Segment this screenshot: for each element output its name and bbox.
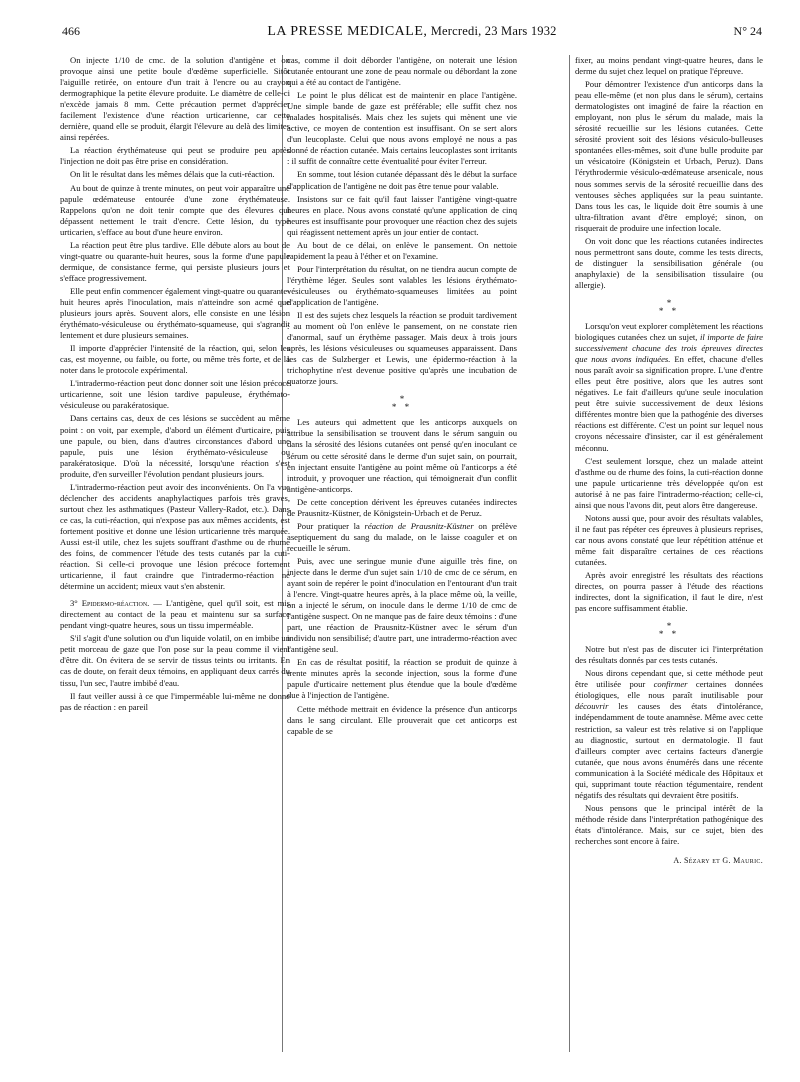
section-paragraph (60, 598, 290, 631)
paragraph: fixer, au moins pendant vingt-quatre heures, dans le derme du sujet chez lequel on pratique l'épreuve. (575, 55, 763, 77)
paragraph: Le point le plus délicat est de maintenir en place l'antigène. Une simple bande de gaze est préférable; elle suffit chez nos malades hospitalisés. Mais chez les sujets qui mènent une vie active, ce moyen de contention est insuffisant. On se sert alors d'un leucoplaste. Celui que nous avons employé ne nous a pas donné de réaction cutanée. Mais certains leucoplastes sont irritants : il suffit de connaître cette éventualité pour éviter l'erreur. (287, 90, 517, 167)
paragraph: cas, comme il doit déborder l'antigène, on noterait une lésion cutanée entourant une zone de peau normale ou débordant la zone qui a été au contact de l'antigène. (287, 55, 517, 88)
paragraph-text: les causes des états d'intolérance, indépendamment de toute anamnèse. Même avec cette restriction, sa valeur est très relative si on l'applique au diagnostic, surtout en dermatologie. Il faut d'ailleurs compter avec certains facteurs d'anergie cutanée, que nous avons énumérés dans une récente communication à la Société médicale des Hôpitaux et qui, supprimant toute réaction tégumentaire, rendent négatifs des résultats qui devraient être positifs. (575, 701, 763, 800)
paragraph-text: certaines données étiologiques, elle nous paraît inutilisable pour (575, 679, 763, 701)
author-signature: A. Sézary et G. Mauric. (673, 856, 763, 866)
paragraph: La réaction érythémateuse qui peut se produire peu après l'injection ne doit pas être prise en considération. (60, 145, 290, 167)
paragraph: Pour l'interprétation du résultat, on ne tiendra aucun compte de l'érythème léger. Seules sont valables les lésions érythémato-vésiculeuses ou érythémato-squameuses limitées au point d'application de l'antigène. (287, 263, 517, 307)
paragraph: Il faut veiller aussi à ce que l'imperméable lui-même ne donne pas de réaction : en pareil (60, 690, 290, 712)
paragraph-text: Lorsqu'on veut explorer complètement les réactions biologiques cutanées chez un sujet, (575, 320, 763, 343)
emphasis-text: réaction de Prausnitz-Küstner (364, 520, 474, 531)
paragraph: Au bout de quinze à trente minutes, on peut voir apparaître une papule œdémateuse entourée d'une zone érythémateuse. Rappelons qu'on ne doit tenir compte que des élevures qui dépassent nettement le trait d'encre. Cette lésion, du type urticarien, s'efface au bout d'une heure environ. (60, 182, 290, 237)
paragraph: On voit donc que les réactions cutanées indirectes nous permettront sans doute, comme les tests directs, de distinguer la sensibilisation générale (ou anaphylaxie) de la sensibilisation tissulaire (ou allergie). (575, 235, 763, 290)
separator-star: * (399, 394, 405, 405)
paragraph: Dans certains cas, deux de ces lésions se succèdent au même point : on voit, par exemple, d'abord un élément d'urticaire, puis une papule, ou bien, dans d'autres circonstances d'abord une papule, puis une lésion érythémato-vésiculeuse ou parakératosique. D'où la nécessité, lorsqu'une réaction s'est produite, d'en surveiller l'évolution pendant plusieurs jours. (60, 413, 290, 479)
column-divider (569, 55, 570, 1052)
paragraph (575, 668, 763, 801)
section-separator (575, 299, 763, 315)
paragraph: En cas de résultat positif, la réaction se produit de quinze à trente minutes après la seconde injection, sous la forme d'une papule d'urticaire nettement plus étendue que la boule d'œdème due à l'injection de l'antigène. (287, 657, 517, 701)
section-separator (287, 395, 517, 411)
page-number: 466 (62, 24, 80, 38)
paragraph: Notons aussi que, pour avoir des résultats valables, il ne faut pas répéter ces épreuves à plusieurs reprises, car nous avons constaté que leur répétition atténue et même fait disparaître certaines de ces réactions cutanées. (575, 512, 763, 567)
issue-date: Mercredi, 23 Mars 1932 (430, 24, 557, 38)
journal-masthead (62, 24, 762, 40)
separator-stars: * * (391, 402, 413, 413)
page-header (62, 24, 762, 40)
paragraph: S'il s'agit d'une solution ou d'un liquide volatil, on en imbibe un petit morceau de gaze que l'on pose sur la peau comme il vient d'être dit. On évitera de se servir de tissus teints ou irritants. En cas de doute, on ferait deux témoins, en appliquant deux carrés du tissu, l'un sec, l'autre imbibé d'eau. (60, 633, 290, 688)
issue-number: N° 24 (733, 24, 762, 38)
emphasis-text: confirmer (653, 679, 688, 690)
paragraph-text: Nous dirons cependant que, si cette méthode peut être utilisée pour (575, 668, 763, 690)
paragraph-text: En effet, chacune d'elles nous paraît avoir sa signification propre. L'une d'entre elles peut être positive, alors que les autres sont négatives. Le fait d'ailleurs qu'une seule inoculation peut être suivie successivement de deux lésions différentes montre bien que la pathogénie des diverses réactions est différente. C'est un point sur lequel nous croyons nécessaire d'insister, car il est généralement méconnu. (575, 354, 763, 453)
paragraph: Après avoir enregistré les résultats des réactions directes, on pourra passer à l'étude des réactions indirectes, dont la signification, il faut le dire, n'est pas encore suffisamment établie. (575, 570, 763, 614)
section-heading: 3° Epidermo-réaction. — (70, 598, 162, 609)
separator-star: * (666, 297, 672, 308)
separator-stars: * * (658, 305, 680, 316)
paragraph: L'intradermo-réaction peut avoir des inconvénients. On l'a vue déclencher des accidents anaphylactiques parfois très graves, surtout chez les asthmatiques (Pasteur Vallery-Radot, etc.). Dans ce cas, la cuti-réaction, qui n'expose pas aux mêmes accidents, est fortement positive et donne une lésion urticarienne très marquée. Aussi est-il utile, chez les sujets souffrant d'asthme ou de rhume des foins, de commencer l'étude des tests cutanés par la cuti-réaction. Si celle-ci provoque une lésion précoce fortement urticarienne, il faut craindre que l'intradermo-réaction ne détermine un accident; mieux vaut s'en abstenir. (60, 481, 290, 592)
paragraph: Pour démontrer l'existence d'un anticorps dans la peau elle-même (et non plus dans le sérum), certains dermatologistes ont imaginé de faire la réaction en employant, non plus le sérum du malade, mais la sérosité recueillie sur les lésions cutanées. Cette sérosité provient soit des lésions vésiculo-bulleuses spontanées elles-mêmes, soit d'une bulle produite par un vésicatoire (Königstein et Urbach, Peruz). Dans l'érythrodermie vésiculo-œdémateuse arsenicale, nous nous sommes servis de la sérosité recueillie dans des ventouses sèches appliquées sur la peau suintante. Dans tous les cas, le liquide doit être soumis à une ultra-filtration avant d'être employé; sinon, on risquerait de produire une infection locale. (575, 79, 763, 233)
paragraph: Les auteurs qui admettent que les anticorps auxquels on attribue la sensibilisation se trouvent dans le sérum sanguin ou dans la sérosité des lésions cutanées ont pensé qu'en inoculant ce sérum ou cette sérosité dans le derme d'un sujet sain, on pourrait, en injectant ensuite l'antigène au point même où l'anticorps a été introduit, y provoquer une réaction, qui témoignerait d'un conflit antigène-anticorps. (287, 417, 517, 494)
paragraph (575, 321, 763, 454)
paragraph-text: Pour pratiquer la (297, 520, 365, 531)
paragraph: La réaction peut être plus tardive. Elle débute alors au bout de vingt-quatre ou quarante-huit heures, sous la forme d'une papule dermique, de consistance ferme, qui persiste plusieurs jours et s'efface progressivement. (60, 239, 290, 283)
paragraph: Au bout de ce délai, on enlève le pansement. On nettoie rapidement la peau à l'éther et on l'examine. (287, 239, 517, 261)
paragraph: Puis, avec une seringue munie d'une aiguille très fine, on injecte dans le derme d'un sujet sain 1/10 de cmc de ce sérum, en ayant soin de repérer le point d'inoculation en l'entourant d'un trait à l'encre. Vingt-quatre heures après, à la place même où, la veille, on a injecté le sérum, on inocule dans le derme 1/10 de cmc de l'antigène suspect. On ne manque pas de faire deux témoins : d'une part, une réaction de Prausnitz-Küstner avec le sérum d'un individu non sensibilisé; d'autre part, une intradermo-réaction avec l'antigène seul. (287, 555, 517, 655)
paragraph: Notre but n'est pas de discuter ici l'interprétation des résultats donnés par ces tests cutanés. (575, 644, 763, 666)
emphasis-text: il importe de faire successivement chacune des trois épreuves directes que nous avons indiquées. (575, 332, 763, 365)
paragraph: De cette conception dérivent les épreuves cutanées indirectes de Prausnitz-Küstner, de Königstein-Urbach et de Peruz. (287, 496, 517, 518)
section-separator (575, 622, 763, 638)
paragraph: On lit le résultat dans les mêmes délais que la cuti-réaction. (70, 169, 275, 180)
paragraph: L'intradermo-réaction peut donc donner soit une lésion précoce urticarienne, soit une lésion tardive papuleuse, érythémato-vésiculeuse ou parakératosique. (60, 378, 290, 411)
paragraph-text: on prélève aseptiquement du sang du malade, on le laisse coaguler et on recueille le sérum. (287, 520, 517, 553)
emphasis-text: découvrir (575, 701, 609, 712)
paragraph: Il est des sujets chez lesquels la réaction se produit tardivement : au moment où l'on enlève le pansement, on ne constate rien d'anormal, sauf un érythème passager. Mais deux à trois jours après, les lésions vésiculeuses ou squameuses apparaissent. Dans les cas de Sulzberger et Lewis, une épidermo-réaction à la trichophytine n'est devenue positive qu'après une incubation de quatorze jours. (287, 310, 517, 387)
separator-star: * (666, 621, 672, 632)
paragraph: Insistons sur ce fait qu'il faut laisser l'antigène vingt-quatre heures en place. Nous avons constaté qu'une application de cinq heures est insuffisante pour provoquer une réaction chez des sujets qui réagissent nettement après un jour entier de contact. (287, 193, 517, 237)
paragraph: Elle peut enfin commencer également vingt-quatre ou quarante-huit heures après l'inoculation, mais n'atteindre son acmé que plusieurs jours après. Souvent alors, elle consiste en une lésion érythémato-vésiculeuse ou érythémato-squameuse, qui s'agrandit lentement et dure plusieurs semaines. (60, 285, 290, 341)
journal-title: LA PRESSE MEDICALE, (267, 24, 428, 39)
paragraph: C'est seulement lorsque, chez un malade atteint d'asthme ou de rhume des foins, la cuti-réaction donne une papule urticarienne très développée qu'on est autorisé à ne pas faire l'intradermo-réaction; celle-ci, ainsi que nous l'avons dit, peut alors être dangereuse. (575, 455, 763, 510)
paragraph-text: L'antigène, quel qu'il soit, est mis directement au contact de la peau et maintenu sur sa surface pendant vingt-quatre heures, sous un tissu imperméable. (60, 598, 291, 631)
paragraph: Cette méthode mettrait en évidence la présence d'un anticorps dans le sang circulant. Elle prouverait que cet anticorps est capable de se (287, 703, 517, 736)
paragraph: En somme, tout lésion cutanée dépassant dès le début la surface d'application de l'antigène ne doit pas être tenue pour valable. (287, 169, 517, 191)
column-2 (287, 55, 517, 739)
paragraph (287, 521, 517, 554)
paragraph: Il importe d'apprécier l'intensité de la réaction, qui, selon les cas, est moyenne, ou faible, ou forte, ou même très forte, et de la noter dans le protocole expérimental. (60, 343, 290, 376)
paragraph: Nous pensons que le principal intérêt de la méthode réside dans l'interprétation pathogénique des états d'intolérance. Mais, sur ce sujet, bien des recherches sont encore à faire. (575, 802, 763, 846)
column-1 (60, 55, 290, 715)
column-3 (575, 55, 763, 868)
separator-stars: * * (658, 629, 680, 640)
paragraph: On injecte 1/10 de cmc. de la solution d'antigène et on provoque ainsi une petite boule d'œdème superficielle. Sitôt l'aiguille retirée, on entoure d'un trait à l'encre ou au crayon dermographique la petite élevure produite. Le diamètre de celle-ci n'excède jamais 8 mm. Cette précaution permet d'apprécier facilement l'existence d'une réaction urticarienne, car cette dernière, quand elle se produit, élargit l'élevure au delà des limites ainsi repérées. (60, 55, 290, 143)
